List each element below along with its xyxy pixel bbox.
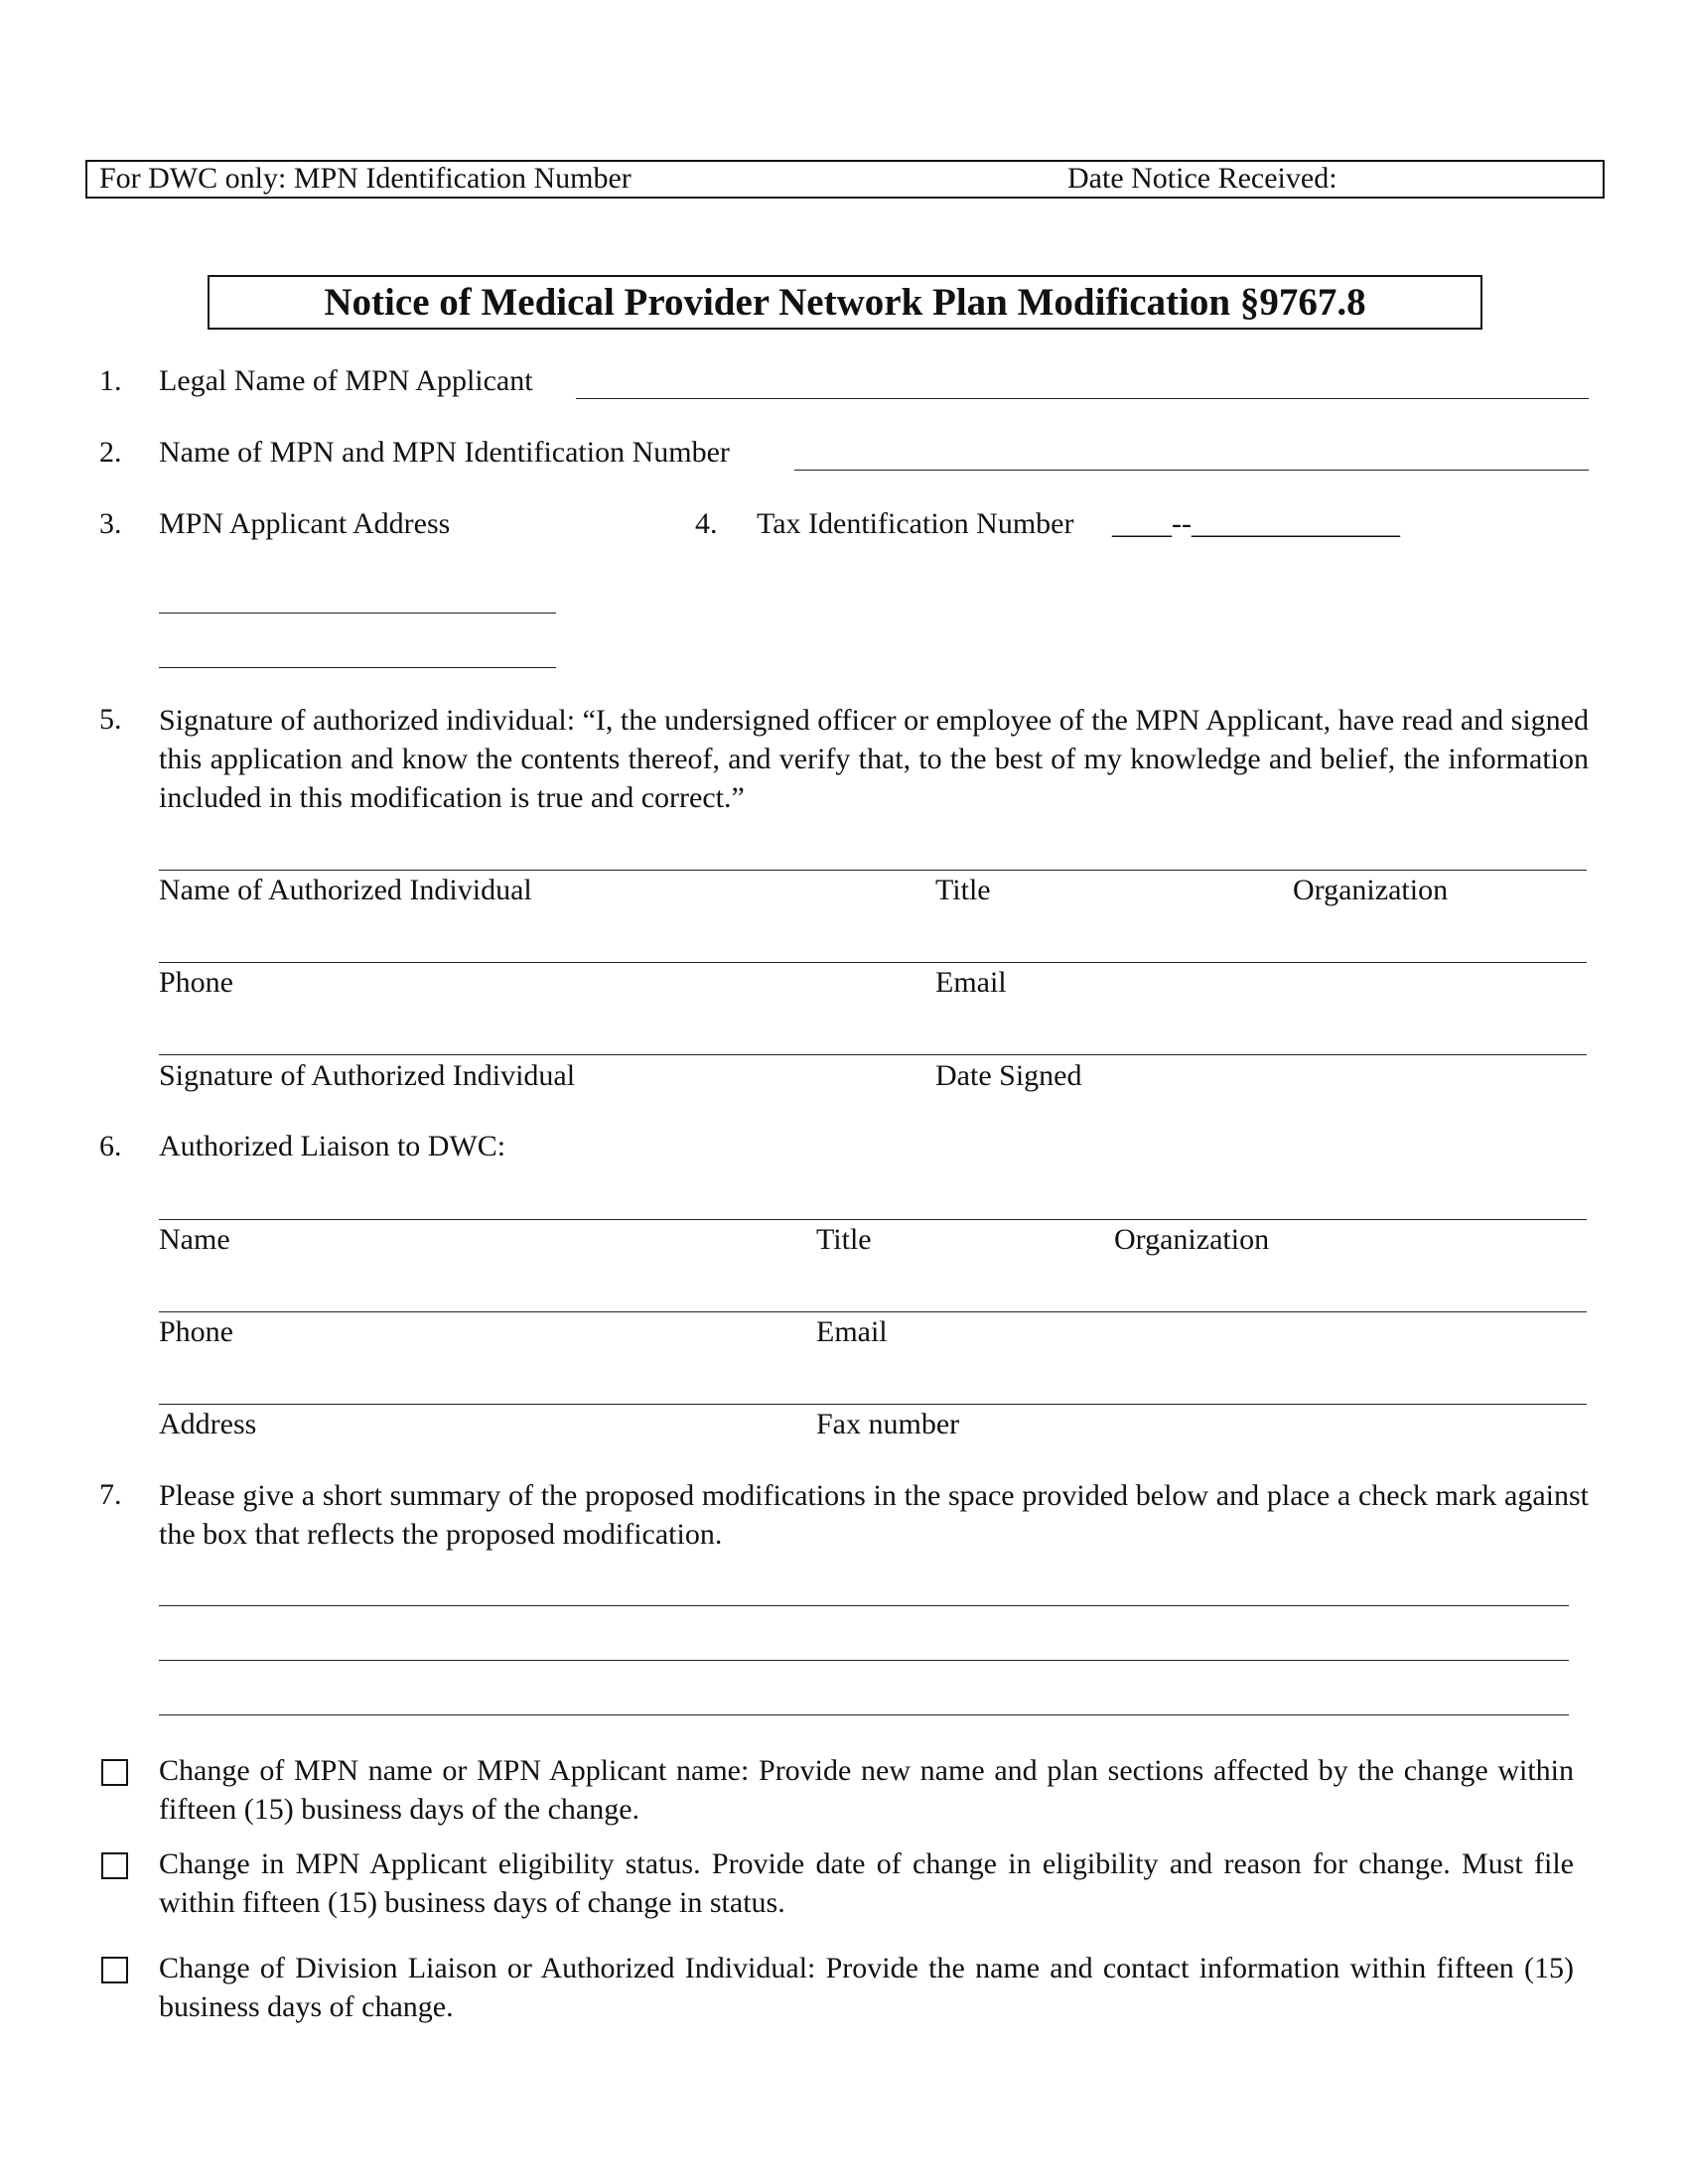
item-5-number: 5.	[99, 703, 122, 736]
auth-email-label: Email	[935, 966, 1007, 999]
address-line-1-field[interactable]	[159, 613, 556, 614]
dwc-mpn-id-label: For DWC only: MPN Identification Number	[99, 162, 632, 195]
item-1-number: 1.	[99, 364, 122, 397]
certification-statement: Signature of authorized individual: “I, the undersigned officer or employee of the MPN Applicant, have read and signed this application and know the contents thereof, and verify that, to the best of my knowledge and belief, the information included in this modification is true and correct.”	[159, 704, 1589, 814]
auth-signature-field[interactable]	[159, 1054, 1587, 1055]
tax-id-field[interactable]: ____--______________	[1112, 507, 1400, 540]
checkbox-eligibility-change-label: Change in MPN Applicant eligibility status. Provide date of change in eligibility and reason for change. Must file within fifteen (15) business days of change in status.	[159, 1847, 1574, 1919]
date-notice-received-label: Date Notice Received:	[1067, 162, 1337, 195]
auth-signature-label: Signature of Authorized Individual	[159, 1059, 576, 1092]
mpn-name-id-label: Name of MPN and MPN Identification Number	[159, 436, 730, 469]
liaison-name-label: Name	[159, 1223, 230, 1256]
item-7-number: 7.	[99, 1478, 122, 1511]
liaison-title-label: Title	[816, 1223, 872, 1256]
summary-line-2-field[interactable]	[159, 1660, 1569, 1661]
auth-name-label: Name of Authorized Individual	[159, 874, 532, 906]
auth-organization-label: Organization	[1293, 874, 1449, 906]
item-6-number: 6.	[99, 1130, 122, 1162]
auth-name-field[interactable]	[159, 870, 1587, 871]
liaison-phone-label: Phone	[159, 1315, 233, 1348]
liaison-fax-label: Fax number	[816, 1408, 960, 1440]
item-3-number: 3.	[99, 507, 122, 540]
auth-phone-field[interactable]	[159, 962, 1587, 963]
legal-name-label: Legal Name of MPN Applicant	[159, 364, 533, 397]
summary-line-3-field[interactable]	[159, 1714, 1569, 1715]
applicant-address-label: MPN Applicant Address	[159, 507, 451, 540]
summary-line-1-field[interactable]	[159, 1605, 1569, 1606]
liaison-phone-field[interactable]	[159, 1311, 1587, 1312]
tax-id-label: Tax Identification Number	[757, 507, 1074, 540]
item-2-number: 2.	[99, 436, 122, 469]
liaison-address-field[interactable]	[159, 1404, 1587, 1405]
summary-instructions: Please give a short summary of the proposed modifications in the space provided below and place a check mark against the box that reflects the proposed modification.	[159, 1479, 1589, 1551]
liaison-address-label: Address	[159, 1408, 257, 1440]
auth-date-signed-label: Date Signed	[935, 1059, 1082, 1092]
checkbox-name-change[interactable]	[101, 1759, 128, 1786]
mpn-name-id-field[interactable]	[794, 470, 1589, 471]
liaison-name-field[interactable]	[159, 1219, 1587, 1220]
page-title: Notice of Medical Provider Network Plan Modification §9767.8	[324, 281, 1366, 324]
auth-title-label: Title	[935, 874, 991, 906]
checkbox-liaison-change[interactable]	[101, 1957, 128, 1983]
liaison-email-label: Email	[816, 1315, 888, 1348]
auth-phone-label: Phone	[159, 966, 233, 999]
checkbox-name-change-label: Change of MPN name or MPN Applicant name: Provide new name and plan sections affected by the change within fifteen (15) business days of the change.	[159, 1754, 1574, 1826]
liaison-heading: Authorized Liaison to DWC:	[159, 1130, 506, 1162]
address-line-2-field[interactable]	[159, 667, 556, 668]
legal-name-field[interactable]	[576, 398, 1589, 399]
checkbox-liaison-change-label: Change of Division Liaison or Authorized Individual: Provide the name and contact information within fifteen (15) business days of change.	[159, 1952, 1574, 2023]
checkbox-eligibility-change[interactable]	[101, 1852, 128, 1879]
item-4-number: 4.	[695, 507, 718, 540]
liaison-organization-label: Organization	[1114, 1223, 1270, 1256]
